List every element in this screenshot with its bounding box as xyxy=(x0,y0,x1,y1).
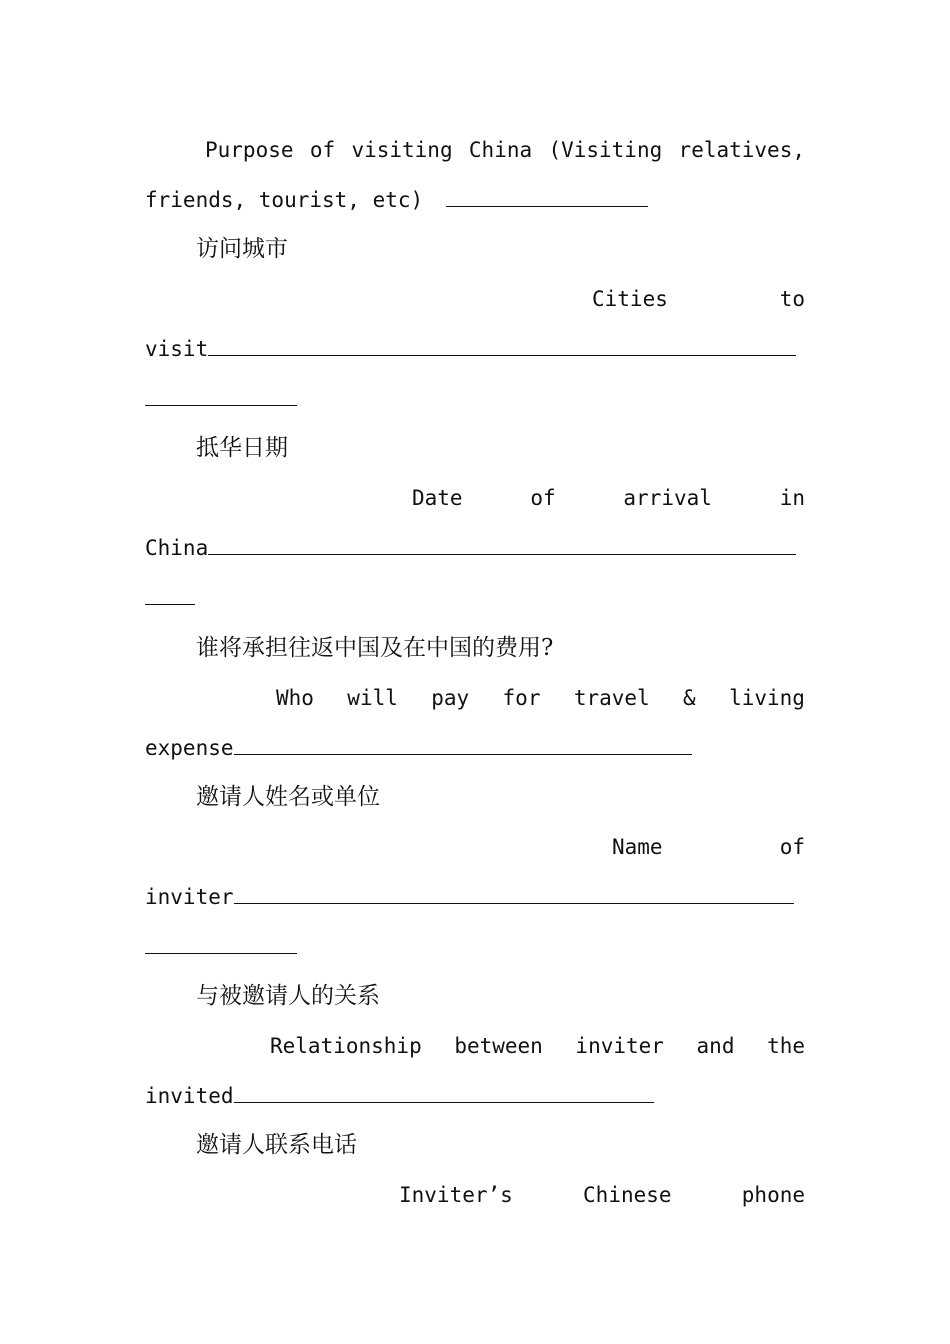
expense-line-1 xyxy=(276,682,805,714)
inviter-name-label-cn: 邀请人姓名或单位 xyxy=(196,784,380,810)
phone-word: phone xyxy=(741,1183,805,1207)
inviter-name-line-1 xyxy=(612,831,805,863)
relationship-word: inviter xyxy=(575,1034,664,1058)
arrival-line-1 xyxy=(412,482,805,514)
cities-line-1 xyxy=(592,283,805,315)
cities-line-2 xyxy=(145,333,805,365)
cities-blank-field-continued[interactable] xyxy=(145,387,297,406)
expense-text: expense xyxy=(145,736,234,760)
purpose-word: Purpose xyxy=(205,138,294,162)
expense-label-cn: 谁将承担往返中国及在中国的费用? xyxy=(196,635,554,661)
arrival-word: Date xyxy=(412,486,463,510)
cities-word: to xyxy=(779,287,805,311)
expense-word: & xyxy=(683,686,696,710)
relationship-word: between xyxy=(454,1034,543,1058)
expense-word: for xyxy=(502,686,541,710)
phone-word: Inviter’s xyxy=(399,1183,513,1207)
inviter-name-blank-field-continued[interactable] xyxy=(145,935,297,954)
cities-word: Cities xyxy=(592,287,668,311)
inviter-name-line-2 xyxy=(145,881,805,913)
cities-text: visit xyxy=(145,337,209,361)
inviter-name-blank-field[interactable] xyxy=(234,885,794,904)
relationship-blank-field[interactable] xyxy=(234,1084,654,1103)
relationship-word: the xyxy=(767,1034,805,1058)
arrival-blank-field-continued[interactable] xyxy=(145,586,195,605)
arrival-line-2 xyxy=(145,532,805,564)
cities-line-3 xyxy=(145,383,805,415)
expense-blank-field[interactable] xyxy=(234,736,692,755)
purpose-line-2 xyxy=(145,184,805,216)
purpose-word: visiting xyxy=(351,138,453,162)
phone-label-cn: 邀请人联系电话 xyxy=(196,1132,357,1158)
cities-blank-field[interactable] xyxy=(208,337,796,356)
expense-line-2 xyxy=(145,732,805,764)
purpose-word: relatives, xyxy=(678,138,805,162)
relationship-word: Relationship xyxy=(270,1034,422,1058)
arrival-word: in xyxy=(779,486,805,510)
purpose-line-1 xyxy=(205,134,805,166)
phone-word: Chinese xyxy=(583,1183,672,1207)
arrival-line-3 xyxy=(145,582,805,614)
expense-word: travel xyxy=(573,686,650,710)
arrival-text: China xyxy=(145,536,209,560)
relationship-word: and xyxy=(696,1034,735,1058)
arrival-blank-field[interactable] xyxy=(208,536,796,555)
purpose-text: friends, tourist, etc) xyxy=(145,188,424,212)
relationship-label-cn: 与被邀请人的关系 xyxy=(196,983,380,1009)
phone-line-1 xyxy=(399,1179,805,1211)
expense-word: pay xyxy=(431,686,470,710)
expense-word: will xyxy=(347,686,398,710)
cities-label-cn: 访问城市 xyxy=(196,236,288,262)
purpose-word: of xyxy=(309,138,336,162)
arrival-word: of xyxy=(530,486,556,510)
relationship-line-2 xyxy=(145,1080,805,1112)
inviter-name-word: Name xyxy=(612,835,663,859)
relationship-text: invited xyxy=(145,1084,234,1108)
purpose-word: China xyxy=(468,138,533,162)
inviter-name-line-3 xyxy=(145,931,805,963)
arrival-word: arrival xyxy=(623,486,712,510)
arrival-label-cn: 抵华日期 xyxy=(196,435,288,461)
inviter-name-text: inviter xyxy=(145,885,234,909)
expense-word: living xyxy=(729,686,805,710)
inviter-name-word: of xyxy=(779,835,805,859)
expense-word: Who xyxy=(276,686,314,710)
purpose-blank-field[interactable] xyxy=(446,188,648,207)
purpose-word: (Visiting xyxy=(548,138,663,162)
relationship-line-1 xyxy=(270,1030,805,1062)
